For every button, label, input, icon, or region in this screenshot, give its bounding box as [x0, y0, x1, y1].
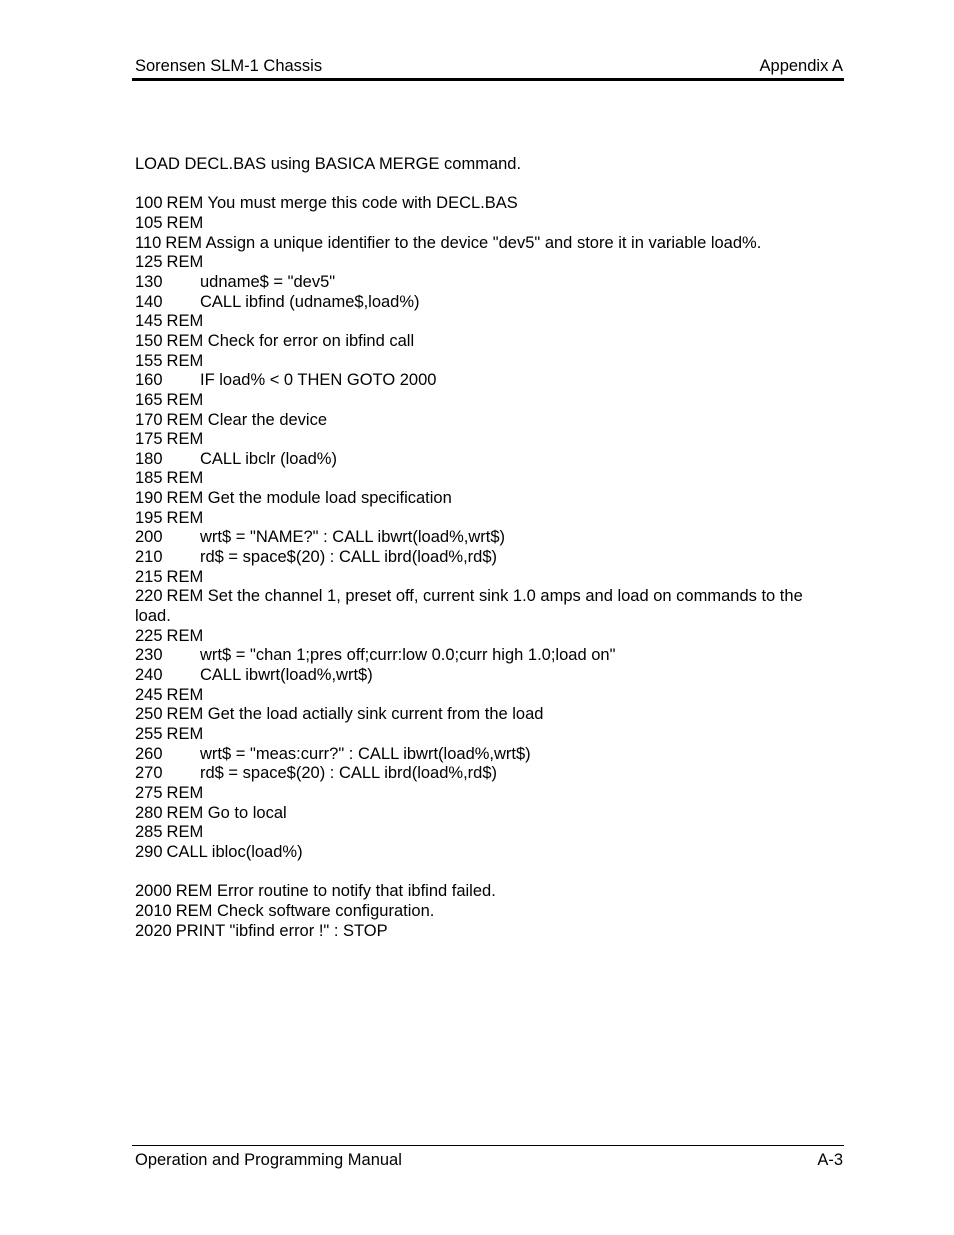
- line-statement: REM Error routine to notify that ibfind failed.: [175, 882, 496, 901]
- line-statement: REM: [166, 469, 204, 488]
- code-line: [135, 469, 840, 489]
- line-number: 160: [135, 371, 163, 390]
- line-number: 255: [135, 725, 163, 744]
- line-number: 240: [135, 666, 163, 685]
- page-header: [132, 56, 844, 81]
- code-line: [135, 509, 840, 529]
- line-number: 215: [135, 567, 163, 586]
- line-statement: REM Assign a unique identifier to the device "dev5" and store it in variable load%.: [165, 233, 762, 252]
- line-number: 195: [135, 508, 163, 527]
- line-statement: REM: [166, 430, 204, 449]
- code-line: [135, 882, 840, 902]
- line-statement: REM Set the channel 1, preset off, current sink 1.0 amps and load on commands to the load.: [135, 587, 803, 626]
- line-number: 110: [135, 233, 162, 252]
- line-statement: rd$ = space$(20) : CALL ibrd(load%,rd$): [200, 548, 497, 567]
- line-number: 280: [135, 803, 163, 822]
- line-number: 190: [135, 489, 163, 508]
- code-line: [135, 705, 840, 725]
- line-statement: REM You must merge this code with DECL.BAS: [166, 194, 518, 213]
- blank-line: [135, 863, 840, 883]
- code-line: [135, 587, 840, 626]
- code-line: [135, 273, 840, 293]
- line-number: 125: [135, 253, 163, 272]
- line-statement: REM: [166, 253, 204, 272]
- line-statement: wrt$ = "NAME?" : CALL ibwrt(load%,wrt$): [200, 528, 505, 547]
- code-line: [135, 194, 840, 214]
- line-statement: REM: [166, 685, 204, 704]
- line-statement: CALL ibwrt(load%,wrt$): [200, 666, 373, 685]
- code-line: [135, 214, 840, 234]
- line-number: 230: [135, 646, 163, 665]
- line-statement: REM: [166, 783, 204, 802]
- line-number: 170: [135, 410, 163, 429]
- code-line: [135, 548, 840, 568]
- line-statement: CALL ibclr (load%): [200, 449, 337, 468]
- code-line: [135, 823, 840, 843]
- intro-text: LOAD DECL.BAS using BASICA MERGE command.: [135, 155, 522, 173]
- code-line: [135, 234, 840, 254]
- code-line: [135, 293, 840, 313]
- code-line: [135, 430, 840, 450]
- document-body: [135, 155, 840, 941]
- line-number: 200: [135, 528, 163, 547]
- header-title: Sorensen SLM-1 Chassis: [135, 57, 323, 75]
- line-number: 2010: [135, 901, 172, 920]
- code-line: [135, 902, 840, 922]
- line-number: 140: [135, 292, 163, 311]
- code-line: [135, 725, 840, 745]
- code-line: [135, 784, 840, 804]
- code-line: [135, 450, 840, 470]
- page-footer: [132, 1145, 844, 1172]
- line-number: 285: [135, 823, 163, 842]
- line-number: 210: [135, 548, 163, 567]
- code-line: [135, 764, 840, 784]
- line-statement: REM: [166, 823, 204, 842]
- line-number: 145: [135, 312, 163, 331]
- line-statement: wrt$ = "chan 1;pres off;curr:low 0.0;curr high 1.0;load on": [200, 646, 616, 665]
- line-number: 275: [135, 783, 163, 802]
- line-statement: REM: [166, 312, 204, 331]
- line-statement: REM Go to local: [166, 803, 287, 822]
- line-statement: REM: [166, 390, 204, 409]
- code-line: [135, 411, 840, 431]
- code-line: [135, 352, 840, 372]
- line-statement: wrt$ = "meas:curr?" : CALL ibwrt(load%,wrt$): [200, 744, 531, 763]
- line-number: 180: [135, 449, 163, 468]
- line-number: 225: [135, 626, 163, 645]
- line-statement: REM Get the module load specification: [166, 489, 452, 508]
- line-number: 165: [135, 390, 163, 409]
- error-routine-listing: [135, 882, 840, 941]
- code-line: [135, 312, 840, 332]
- line-statement: REM Check software configuration.: [175, 901, 435, 920]
- line-statement: REM: [166, 725, 204, 744]
- line-number: 130: [135, 272, 163, 291]
- line-number: 250: [135, 705, 163, 724]
- line-statement: REM Check for error on ibfind call: [166, 331, 415, 350]
- line-statement: REM: [166, 626, 204, 645]
- code-line: [135, 528, 840, 548]
- code-listing: [135, 194, 840, 862]
- page-number: A-3: [817, 1151, 843, 1169]
- line-number: 100: [135, 194, 163, 213]
- line-number: 105: [135, 213, 163, 232]
- line-number: 150: [135, 331, 163, 350]
- line-number: 245: [135, 685, 163, 704]
- line-statement: REM: [166, 213, 204, 232]
- line-statement: REM: [166, 508, 204, 527]
- line-statement: CALL ibfind (udname$,load%): [200, 292, 420, 311]
- line-number: 185: [135, 469, 163, 488]
- footer-manual-title: Operation and Programming Manual: [135, 1151, 402, 1169]
- line-number: 220: [135, 587, 163, 606]
- code-line: [135, 745, 840, 765]
- code-line: [135, 568, 840, 588]
- line-statement: REM Get the load actially sink current from the load: [166, 705, 544, 724]
- line-number: 175: [135, 430, 163, 449]
- line-statement: PRINT "ibfind error !" : STOP: [175, 921, 388, 940]
- line-number: 270: [135, 764, 163, 783]
- code-line: [135, 843, 840, 863]
- code-line: [135, 391, 840, 411]
- code-line: [135, 646, 840, 666]
- header-section: Appendix A: [759, 57, 843, 75]
- code-line: [135, 922, 840, 942]
- line-statement: CALL ibloc(load%): [166, 842, 303, 861]
- line-number: 2000: [135, 882, 172, 901]
- line-statement: REM Clear the device: [166, 410, 328, 429]
- code-line: [135, 371, 840, 391]
- line-statement: IF load% < 0 THEN GOTO 2000: [200, 371, 437, 390]
- code-line: [135, 253, 840, 273]
- code-line: [135, 627, 840, 647]
- line-number: 155: [135, 351, 163, 370]
- line-statement: rd$ = space$(20) : CALL ibrd(load%,rd$): [200, 764, 497, 783]
- code-line: [135, 804, 840, 824]
- line-statement: REM: [166, 351, 204, 370]
- code-line: [135, 666, 840, 686]
- line-statement: udname$ = "dev5": [200, 272, 336, 291]
- code-line: [135, 332, 840, 352]
- code-line: [135, 489, 840, 509]
- line-statement: REM: [166, 567, 204, 586]
- line-number: 2020: [135, 921, 172, 940]
- code-line: [135, 686, 840, 706]
- line-number: 260: [135, 744, 163, 763]
- line-number: 290: [135, 842, 163, 861]
